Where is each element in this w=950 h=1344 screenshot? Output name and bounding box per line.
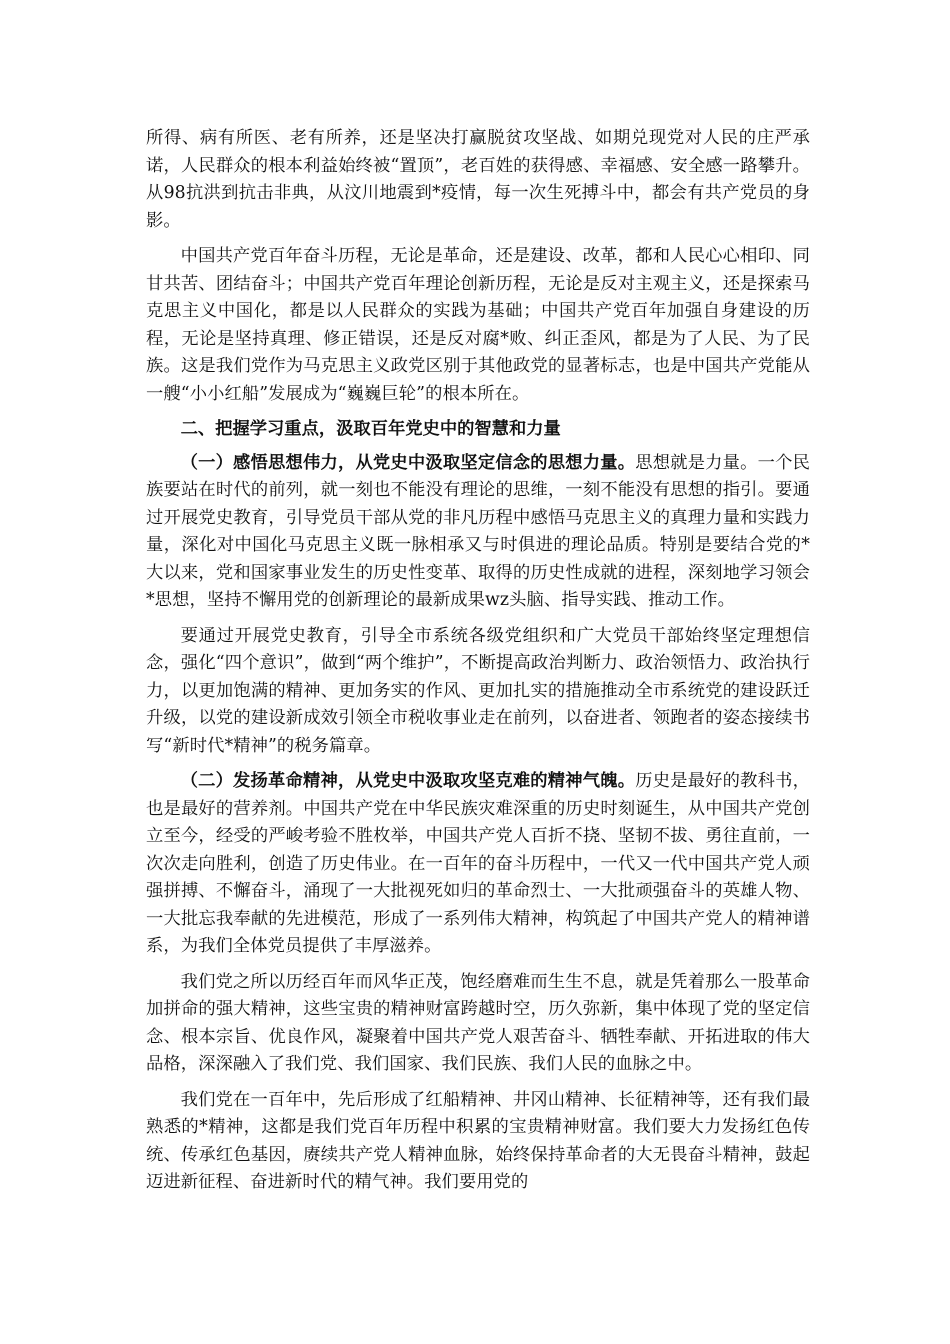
subsection-1-title: （一）感悟思想伟力，从党史中汲取坚定信念的思想力量。 xyxy=(180,452,636,473)
document-page xyxy=(146,125,810,1205)
subsection-2-body: 历史是最好的教科书，也是最好的营养剂。中国共产党在中华民族灾难深重的历史时刻诞生，从中国共产党创立至今，经受的严峻考验不胜枚举，中国共产党人百折不挠、坚韧不拔、勇往直前，一次次走向胜利，创造了历史伟业。在一百年的奋斗历程中，一代又一代中国共产党人顽强拼搏、不懈奋斗，涌现了一大批视死如归的革命烈士、一大批顽强奋斗的英雄人物、一大批忘我奉献的先进模范，形成了一系列伟大精神，构筑起了中国共产党人的精神谱系，为我们全体党员提供了丰厚滋养。 xyxy=(146,771,810,956)
paragraph-2: 中国共产党百年奋斗历程，无论是革命，还是建设、改革，都和人民心心相印、同甘共苦、团结奋斗；中国共产党百年理论创新历程，无论是反对主观主义，还是探索马克思主义中国化，都是以人民群众的实践为基础；中国共产党百年加强自身建设的历程，无论是坚持真理、修正错误，还是反对腐*败、纠正歪风，都是为了人民、为了民族。这是我们党作为马克思主义政党区别于其他政党的显著标志，也是中国共产党能从一艘“小小红船”发展成为“巍巍巨轮”的根本所在。 xyxy=(146,246,810,404)
paragraph-4: 要通过开展党史教育，引导全市系统各级党组织和广大党员干部始终坚定理想信念，强化“四个意识”，做到“两个维护”，不断提高政治判断力、政治领悟力、政治执行力，以更加饱满的精神、更加务实的作风、更加扎实的措施推动全市系统党的建设跃迁升级，以党的建设新成效引领全市税收事业走在前列，以奋进者、领跑者的姿态接续书写“新时代*精神”的税务篇章。 xyxy=(146,625,810,756)
paragraph-6: 我们党之所以历经百年而风华正茂，饱经磨难而生生不息，就是凭着那么一股革命加拼命的强大精神，这些宝贵的精神财富跨越时空，历久弥新，集中体现了党的坚定信念、根本宗旨、优良作风，凝聚着中国共产党人艰苦奋斗、牺牲奉献、开拓进取的伟大品格，深深融入了我们党、我们国家、我们民族、我们人民的血脉之中。 xyxy=(146,971,810,1074)
subsection-1-body: 思想就是力量。一个民族要站在时代的前列，就一刻也不能没有理论的思维，一刻不能没有思想的指引。要通过开展党史教育，引导党员干部从党的非凡历程中感悟马克思主义的真理力量和实践力量，深化对中国化马克思主义既一脉相承又与时俱进的理论品质。特别是要结合党的*大以来，党和国家事业发生的历史性变革、取得的历史性成就的进程，深刻地学习领会*思想，坚持不懈用党的创新理论的最新成果wz头脑、指导实践、推动工作。 xyxy=(146,452,810,610)
subsection-1 xyxy=(146,450,810,615)
paragraph-7: 我们党在一百年中，先后形成了红船精神、井冈山精神、长征精神等，还有我们最熟悉的*精神，这都是我们党百年历程中积累的宝贵精神财富。我们要大力发扬红色传统、传承红色基因，赓续共产党人精神血脉，始终保持革命者的大无畏奋斗精神，鼓起迈进新征程、奋进新时代的精气神。我们要用党的 xyxy=(146,1089,810,1192)
subsection-2 xyxy=(146,768,810,961)
paragraph-1: 所得、病有所医、老有所养，还是坚决打赢脱贫攻坚战、如期兑现党对人民的庄严承诺，人民群众的根本利益始终被“置顶”，老百姓的获得感、幸福感、安全感一路攀升。从98抗洪到抗击非典，从汶川地震到*疫情，每一次生死搏斗中，都会有共产党员的身影。 xyxy=(146,128,810,231)
subsection-2-title: （二）发扬革命精神，从党史中汲取攻坚克难的精神气魄。 xyxy=(180,771,636,791)
section-heading-2: 二、把握学习重点，汲取百年党史中的智慧和力量 xyxy=(180,419,561,439)
